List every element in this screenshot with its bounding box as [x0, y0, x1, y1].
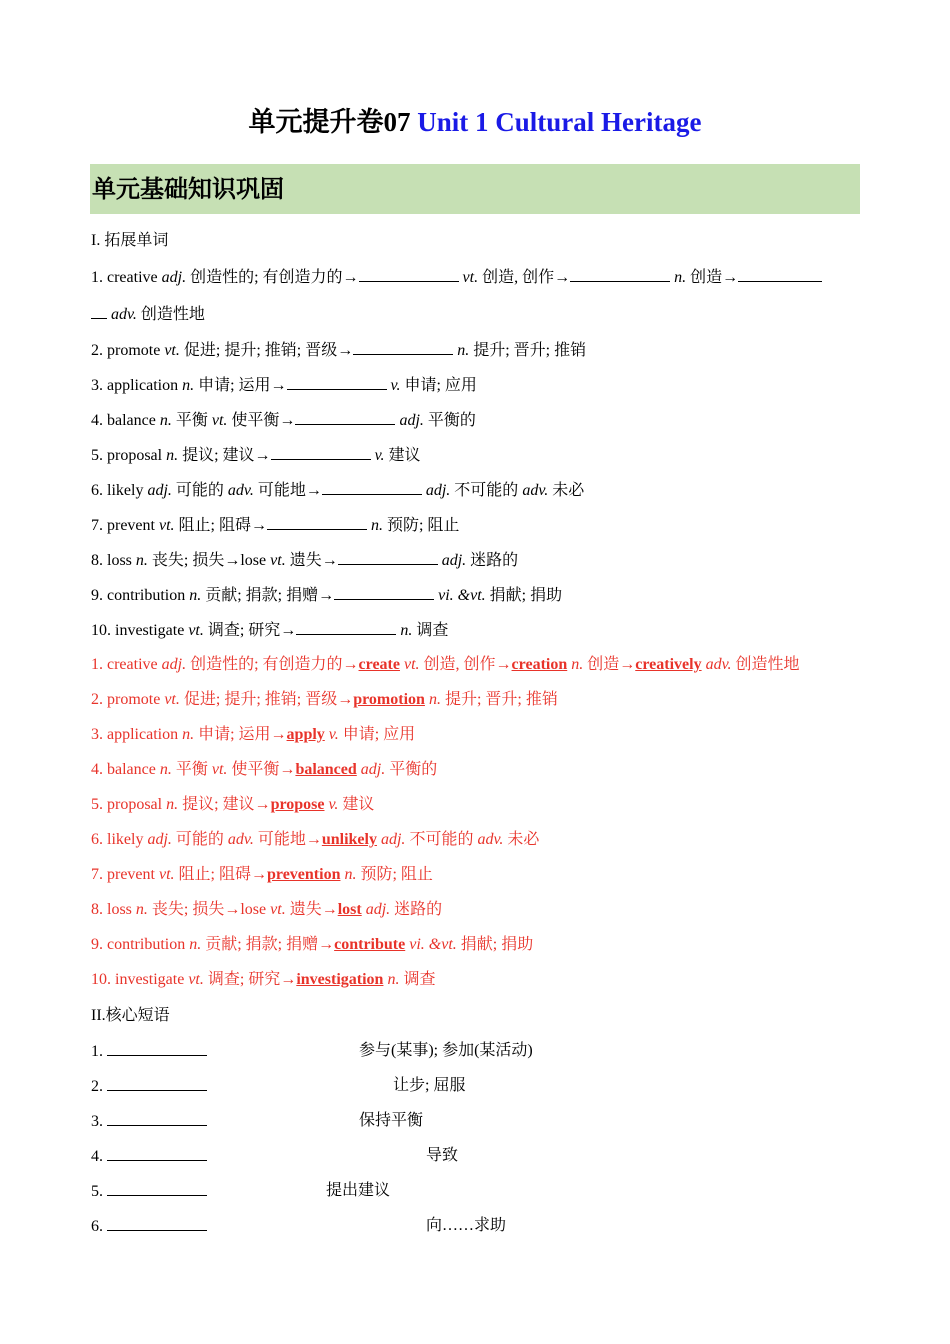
answer-blank[interactable]	[359, 267, 459, 282]
answer-word: promotion	[353, 691, 425, 708]
word-exercise-7: 7. prevent vt. 阻止; 阻碍→ n. 预防; 阻止	[91, 517, 460, 534]
answer-blank[interactable]	[107, 1146, 207, 1161]
answer-blank[interactable]	[295, 410, 395, 425]
title-main: 单元提升卷07	[248, 107, 418, 137]
answer-blank[interactable]	[287, 375, 387, 390]
phrase-meaning-6: 向……求助	[426, 1217, 507, 1234]
answer-key-5: 5. proposal n. 提议; 建议→propose v. 建议	[91, 796, 375, 813]
answer-key-8: 8. loss n. 丧失; 损失→lose vt. 遗失→lost adj. 迷路的	[91, 901, 443, 918]
word-exercise-2: 2. promote vt. 促进; 提升; 推销; 晋级→ n. 提升; 晋升; 推销	[91, 342, 587, 359]
word-exercise-9: 9. contribution n. 贡献; 捐款; 捐赠→ vi. &vt. 捐献; 捐助	[91, 587, 563, 604]
answer-blank[interactable]	[338, 550, 438, 565]
word-exercise-6: 6. likely adj. 可能的 adv. 可能地→ adj. 不可能的 adv. 未必	[91, 482, 585, 499]
word-exercise-1: 1. creative adj. 创造性的; 有创造力的→ vt. 创造, 创作→ n. 创造→	[91, 267, 822, 288]
answer-word: unlikely	[321, 831, 377, 848]
answer-key-6: 6. likely adj. 可能的 adv. 可能地→unlikely adj. 不可能的 adv. 未必	[91, 831, 540, 848]
answer-blank[interactable]	[738, 267, 822, 282]
section-banner-label: 单元基础知识巩固	[92, 175, 284, 203]
answer-blank[interactable]	[271, 445, 371, 460]
answer-key-3: 3. application n. 申请; 运用→apply v. 申请; 应用	[91, 726, 416, 743]
answer-blank[interactable]	[353, 340, 453, 355]
word-exercise-10: 10. investigate vt. 调查; 研究→ n. 调查	[91, 622, 449, 639]
answer-blank[interactable]	[322, 480, 422, 495]
answer-blank[interactable]	[334, 585, 434, 600]
answer-key-10: 10. investigate vt. 调查; 研究→investigation n. 调查	[91, 971, 436, 988]
page-title	[0, 104, 950, 140]
answer-word: investigation	[296, 971, 384, 988]
answer-word: contribute	[334, 936, 406, 953]
answer-blank[interactable]	[107, 1181, 207, 1196]
answer-blank[interactable]	[107, 1041, 207, 1056]
phrase-meaning-4: 导致	[426, 1147, 459, 1164]
phrase-exercise-6: 6.	[91, 1216, 207, 1237]
section-banner	[90, 164, 860, 214]
phrase-exercise-1: 1.	[91, 1041, 207, 1062]
word-exercise-3: 3. application n. 申请; 运用→ v. 申请; 应用	[91, 377, 477, 394]
phrase-meaning-2: 让步; 屈服	[393, 1077, 466, 1094]
answer-key-4: 4. balance n. 平衡 vt. 使平衡→balanced adj. 平衡的	[91, 761, 438, 778]
word-exercise-5: 5. proposal n. 提议; 建议→ v. 建议	[91, 447, 421, 464]
word-exercise-8: 8. loss n. 丧失; 损失→lose vt. 遗失→ adj. 迷路的	[91, 552, 519, 569]
answer-word: creatively	[635, 656, 702, 673]
answer-word: creation	[511, 656, 568, 673]
answer-blank[interactable]	[267, 515, 367, 530]
answer-blank[interactable]	[107, 1076, 207, 1091]
answer-word: propose	[270, 796, 325, 813]
answer-word: prevention	[266, 866, 341, 883]
part2-heading: II.核心短语	[91, 1007, 170, 1024]
answer-blank[interactable]	[107, 1111, 207, 1126]
answer-word: create	[358, 656, 400, 673]
phrase-exercise-4: 4.	[91, 1146, 207, 1167]
answer-word: lost	[337, 901, 362, 918]
answer-key-2: 2. promote vt. 促进; 提升; 推销; 晋级→promotion n. 提升; 晋升; 推销	[91, 691, 558, 708]
word-exercise-1-cont: adv. 创造性地	[91, 304, 205, 325]
title-unit: Unit 1 Cultural Heritage	[417, 107, 702, 137]
phrase-meaning-3: 保持平衡	[359, 1112, 424, 1129]
answer-blank[interactable]	[107, 1216, 207, 1231]
phrase-meaning-1: 参与(某事); 参加(某活动)	[359, 1042, 533, 1059]
part1-heading: I. 拓展单词	[91, 232, 169, 249]
answer-blank[interactable]	[570, 267, 670, 282]
answer-key-9: 9. contribution n. 贡献; 捐款; 捐赠→contribute vi. &vt. 捐献; 捐助	[91, 936, 534, 953]
word-exercise-4: 4. balance n. 平衡 vt. 使平衡→ adj. 平衡的	[91, 412, 476, 429]
phrase-exercise-3: 3.	[91, 1111, 207, 1132]
answer-word: balanced	[295, 761, 357, 778]
answer-key-7: 7. prevent vt. 阻止; 阻碍→prevention n. 预防; 阻止	[91, 866, 433, 883]
answer-word: apply	[286, 726, 325, 743]
answer-blank[interactable]	[91, 304, 107, 319]
phrase-exercise-2: 2.	[91, 1076, 207, 1097]
answer-blank[interactable]	[296, 620, 396, 635]
phrase-exercise-5: 5.	[91, 1181, 207, 1202]
phrase-meaning-5: 提出建议	[326, 1182, 391, 1199]
answer-key-1: 1. creative adj. 创造性的; 有创造力的→create vt. 创造, 创作→creation n. 创造→creatively adv. 创造性地	[91, 656, 800, 673]
